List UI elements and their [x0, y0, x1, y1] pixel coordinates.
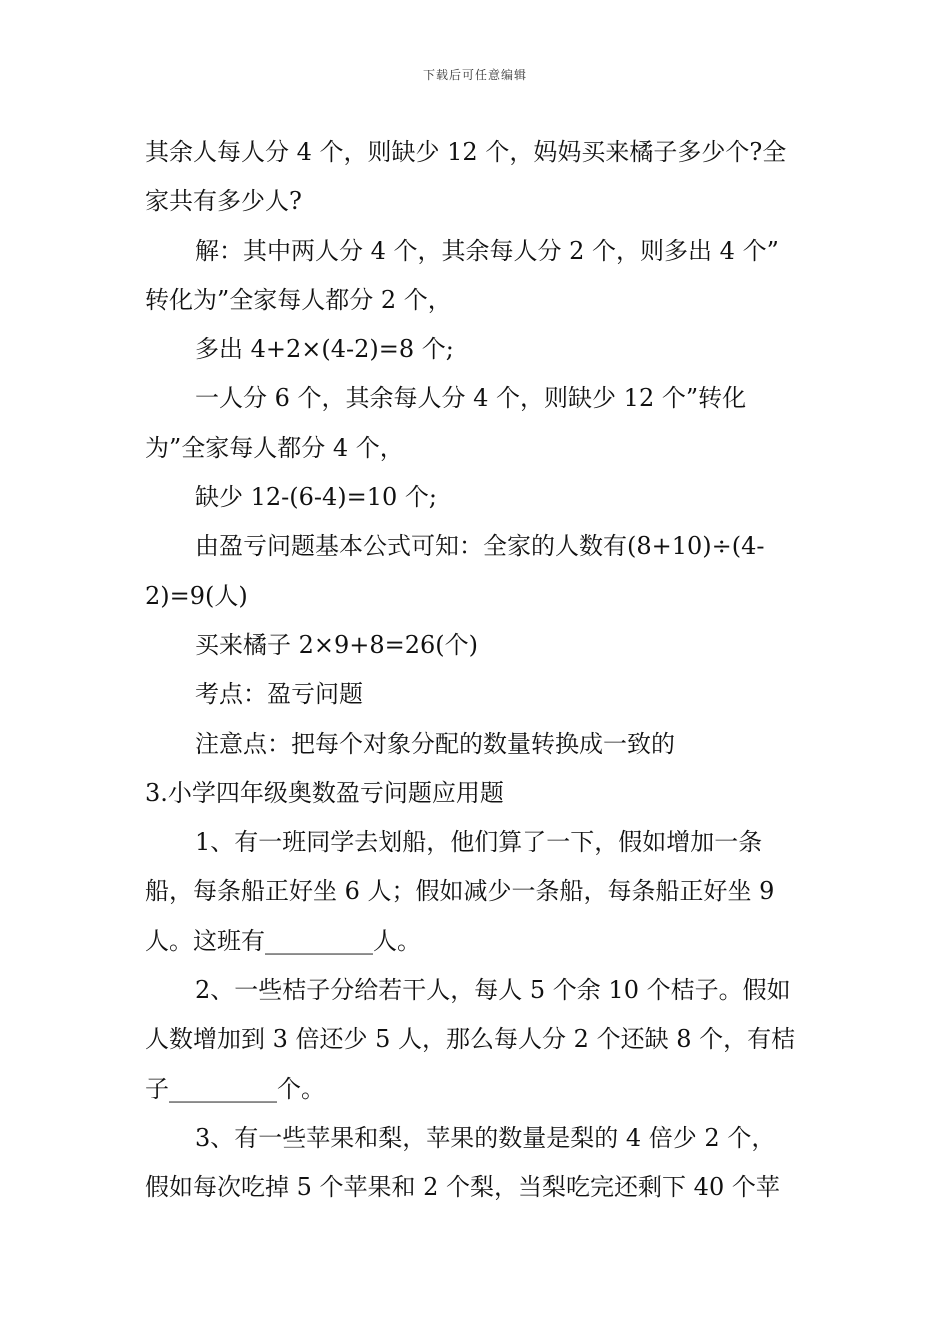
text-line: 3、有一些苹果和梨，苹果的数量是梨的 4 倍少 2 个，	[195, 1123, 776, 1152]
text-line: 2、一些桔子分给若干人，每人 5 个余 10 个桔子。假如	[195, 976, 791, 1005]
text-line: 买来橘子 2×9+8=26(个)	[195, 630, 479, 659]
text-line: 注意点：把每个对象分配的数量转换成一致的	[195, 729, 675, 758]
text-line: 2)=9(人)	[145, 581, 248, 610]
text-line: 缺少 12-(6-4)=10 个;	[195, 483, 438, 512]
text-line: 其余人每人分 4 个，则缺少 12 个，妈妈买来橘子多少个?全	[145, 138, 787, 166]
text-line: 解：其中两人分 4 个，其余每人分 2 个，则多出 4 个”	[195, 236, 779, 265]
text-line: 假如每次吃掉 5 个苹果和 2 个梨，当梨吃完还剩下 40 个苹	[145, 1173, 780, 1202]
text-line: 考点：盈亏问题	[195, 680, 363, 709]
text-line: 一人分 6 个，其余每人分 4 个，则缺少 12 个”转化	[195, 384, 747, 413]
text-line: 为”全家每人都分 4 个，	[145, 433, 404, 462]
text-line: 1、有一班同学去划船，他们算了一下，假如增加一条	[195, 828, 763, 857]
page-header: 下载后可任意编辑	[422, 68, 527, 82]
text-line: 船，每条船正好坐 6 人；假如减少一条船，每条船正好坐 9	[145, 877, 775, 906]
text-line: 多出 4+2×(4-2)=8 个;	[195, 335, 454, 364]
text-line: 人。这班有_________人。	[145, 926, 421, 955]
section-heading: 3.小学四年级奥数盈亏问题应用题	[145, 778, 504, 807]
document-body	[145, 128, 810, 1213]
text-line: 家共有多少人?	[145, 187, 302, 216]
text-line: 由盈亏问题基本公式可知：全家的人数有(8+10)÷(4-	[195, 532, 765, 561]
text-line: 转化为”全家每人都分 2 个，	[145, 285, 452, 314]
text-line: 人数增加到 3 倍还少 5 人，那么每人分 2 个还缺 8 个，有桔	[145, 1025, 796, 1054]
text-line: 子_________个。	[145, 1074, 325, 1103]
